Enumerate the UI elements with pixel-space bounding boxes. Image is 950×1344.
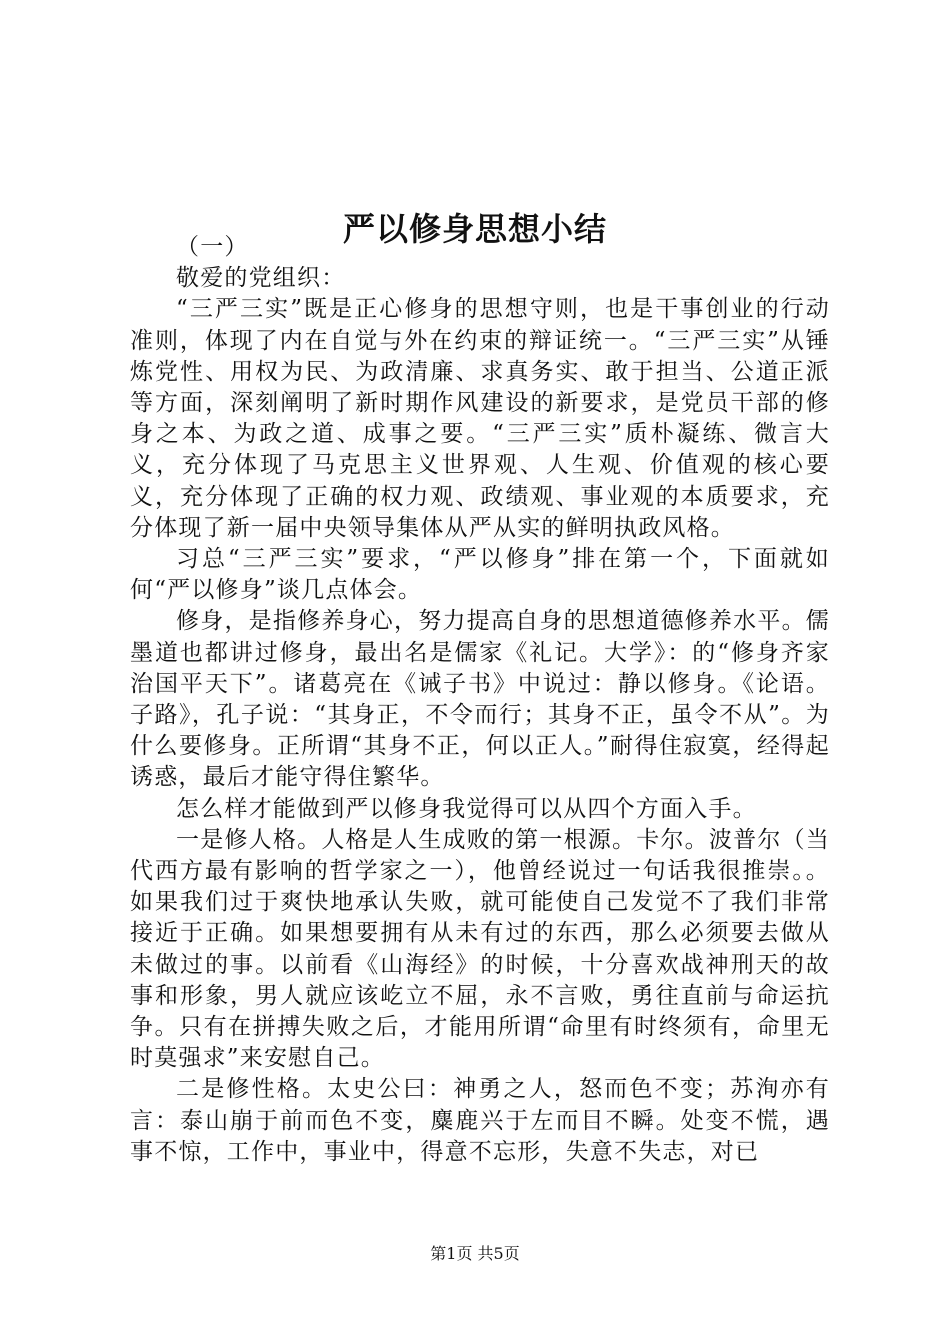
- body-paragraph: 二是修性格。太史公曰：神勇之人，怒而色不变；苏洵亦有言：泰山崩于前而色不变，麋鹿兴于左而目不瞬。处变不慌，遇事不惊，工作中，事业中，得意不忘形，失意不失志，对已: [130, 1076, 830, 1165]
- document-title: 严以修身思想小结: [342, 210, 607, 249]
- page-footer: 第1页 共5页: [430, 1244, 520, 1263]
- salutation: 敬爱的党组织：: [176, 265, 346, 292]
- body-paragraph: 怎么样才能做到严以修身我觉得可以从四个方面入手。: [176, 795, 757, 822]
- body-paragraph: 一是修人格。人格是人生成败的第一根源。卡尔。波普尔（当代西方最有影响的哲学家之一），他曾经说过一句话我很推崇。。如果我们过于爽快地承认失败，就可能使自己发觉不了我们非常接近于正确。如果想要拥有从未有过的东西，那么必须要去做从未做过的事。以前看《山海经》的时候，十分喜欢战神刑天的故事和形象，男人就应该屹立不屈，永不言败，勇往直前与命运抗争。只有在拼搏失败之后，才能用所谓“命里有时终须有，命里无时莫强求”来安慰自己。: [130, 826, 830, 1072]
- body-paragraph: 修身，是指修养身心，努力提高自身的思想道德修养水平。儒墨道也都讲过修身，最出名是儒家《礼记。大学》：的“修身齐家治国平天下”。诸葛亮在《诫子书》中说过：静以修身。《论语。子路》，孔子说：“其身正，不令而行；其身不正，虽令不从”。为什么要修身。正所谓“其身不正，何以正人。”耐得住寂寞，经得起诱惑，最后才能守得住繁华。: [130, 608, 830, 791]
- document-body: [130, 232, 830, 1168]
- section-number: （一）: [176, 234, 249, 260]
- body-paragraph: 习总“三严三实”要求，“严以修身”排在第一个，下面就如何“严以修身”谈几点体会。: [130, 546, 830, 604]
- body-paragraph: “三严三实”既是正心修身的思想守则，也是干事创业的行动准则，体现了内在自觉与外在约束的辩证统一。“三严三实”从锤炼党性、用权为民、为政清廉、求真务实、敢于担当、公道正派等方面，深刻阐明了新时期作风建设的新要求，是党员干部的修身之本、为政之道、成事之要。“三严三实”质朴凝练、微言大义，充分体现了马克思主义世界观、人生观、价值观的核心要义，充分体现了正确的权力观、政绩观、事业观的本质要求，充分体现了新一届中央领导集体从严从实的鲜明执政风格。: [130, 296, 830, 541]
